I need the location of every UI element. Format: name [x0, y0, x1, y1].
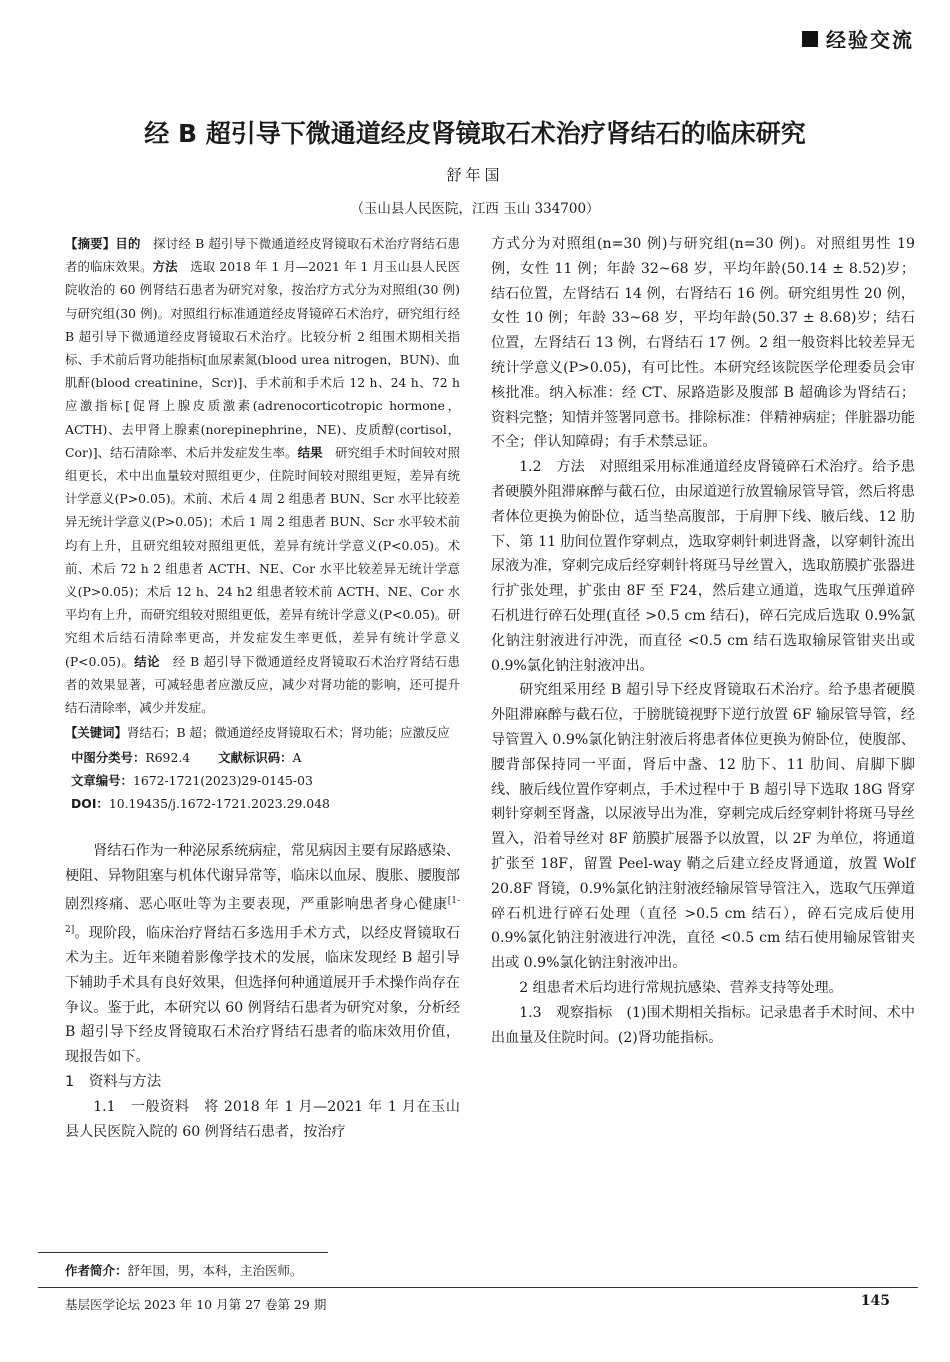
journal-info: 基层医学论坛 2023 年 10 月第 27 卷第 29 期 — [65, 1297, 327, 1312]
doi-label: DOI： — [71, 796, 109, 812]
method-text: 选取 2018 年 1 月—2021 年 1 月玉山县人民医院收治的 60 例肾结石患者为研究对象，按治疗方式分为对照组(30 例)与研究组(30 例)。对照组行标准通道经皮肾镜碎石术治疗，研究组行经 B 超引导下微通道经皮肾镜取石术治疗。比较分析 2 组围术期相关指标、手术前后肾功能指标[血尿素氮(blood urea nitrogen，BUN)、血肌酐(blood creatinine，Scr)]、手术前和手术后 12 h、24 h、72 h 应激指标[促肾上腺皮质激素(adrenocorticotropic hormone，ACTH)、去甲肾上腺素(norepinephrine，NE)、皮质醇(cortisol，Cor)]、结石清除率、术后并发症发生率。 — [65, 259, 461, 460]
intro-text-b: 。现阶段，临床治疗肾结石多选用手术方式，以经皮肾镜取石术为主。近年来随着影像学技术的发展，临床发现经 B 超引导下辅助手术具有良好效果，但选择何种通道展开手术操作尚存在争议。鉴于此，本研究以 60 例肾结石患者为研究对象，分析经 B 超引导下经皮肾镜取石术治疗肾结石患者的临床效用价值，现报告如下。 — [65, 925, 460, 1066]
intro-body — [65, 839, 460, 1144]
doccode-value: A — [292, 750, 302, 766]
clc-value: R692.4 — [145, 750, 191, 766]
keywords — [65, 721, 460, 744]
footnote — [65, 1261, 303, 1279]
paragraph: 2 组患者术后均进行常规抗感染、营养支持等处理。 — [519, 979, 843, 996]
left-column — [65, 232, 460, 1144]
citation-ref: [1-2] — [65, 896, 460, 935]
abstract — [65, 232, 460, 719]
section-tag — [802, 24, 914, 53]
article-title: 经 B 超引导下微通道经皮肾镜取石术治疗肾结石的临床研究 — [144, 119, 806, 148]
article-meta — [65, 746, 460, 815]
section-label: 经验交流 — [826, 28, 914, 52]
article-number-label: 文章编号： — [71, 773, 133, 789]
keywords-label: 【关键词】 — [65, 725, 127, 741]
doccode-label: 文献标识码： — [218, 750, 293, 766]
keywords-text: 肾结石；B 超；微通道经皮肾镜取石术；肾功能；应激反应 — [126, 725, 450, 741]
right-column — [491, 232, 915, 1050]
section-square-icon — [802, 31, 818, 47]
doi-value: 10.19435/j.1672-1721.2023.29.048 — [108, 796, 330, 812]
article-number-value: 1672-1721(2023)29-0145-03 — [132, 773, 313, 789]
aim-label: 目的 — [115, 236, 141, 251]
section-heading: 1 资料与方法 — [65, 1074, 162, 1091]
intro-paragraph — [65, 839, 460, 1070]
result-label: 结果 — [297, 444, 323, 460]
footer-rule — [38, 1287, 918, 1288]
result-text: 研究组手术时间较对照组更长，术中出血量较对照组更少，住院时间较对照组更短，差异有统计学意义(P>0.05)。术前、术后 4 周 2 组患者 BUN、Scr 水平比较差异无统计学意义(P>0.05)；术后 1 周 2 组患者 BUN、Scr 水平较术前均有上升，且研究组较对照组更低，差异有统计学意义(P<0.05)。术前、术后 72 h 2 组患者 ACTH、NE、Cor 水平比较差异无统计学意义(P>0.05)；术后 12 h、24 h2 组患者较术前 ACTH、NE、Cor 水平均有上升，而研究组较对照组更低，差异有统计学意义(P<0.05)。研究组术后结石清除率更高，并发症发生率更低，差异有统计学意义(P<0.05)。 — [65, 444, 461, 669]
page-number: 145 — [860, 1293, 890, 1309]
author: 舒年国 — [446, 166, 504, 184]
intro-text-a: 肾结石作为一种泌尿系统病症，常见病因主要有尿路感染、梗阻、异物阻塞与机体代谢异常等，临床以血尿、腹胀、腰腹部剧烈疼痛、恶心呕吐等为主要表现，严重影响患者身心健康 — [65, 843, 460, 913]
general-data-paragraph: 1.1 一般资料 将 2018 年 1 月—2021 年 1 月在玉山县人民医院入院的 60 例肾结石患者，按治疗 — [65, 1098, 460, 1140]
conclusion-label: 结论 — [134, 653, 160, 669]
abstract-label: 【摘要】 — [65, 236, 116, 251]
footnote-rule — [38, 1252, 328, 1253]
paragraph: 方式分为对照组(n=30 例)与研究组(n=30 例)。对照组男性 19 例，女性 11 例；年龄 32~68 岁，平均年龄(50.14 ± 8.52)岁；结石位置，左肾结石 14 例，右肾结石 16 例。研究组男性 20 例，女性 10 例；年龄 33~68 岁，平均年龄(50.37 ± 8.68)岁；结石位置，左肾结石 13 例，右肾结石 17 例。2 组一般资料比较差异无统计学意义(P>0.05)，有可比性。本研究经该院医学伦理委员会审核批准。纳入标准：经 CT、尿路造影及腹部 B 超确诊为肾结石；资料完整；知情并签署同意书。排除标准：伴精神病症；伴脏器功能不全；伴认知障碍；有手术禁忌证。 — [491, 236, 915, 451]
right-body — [491, 232, 915, 1050]
paragraph: 研究组采用经 B 超引导下经皮肾镜取石术治疗。给予患者硬膜外阻滞麻醉与截石位，于膀胱镜视野下逆行放置 6F 输尿管导管，经导管置入 0.9%氯化钠注射液后将患者体位更换为俯卧位，使腹部、腰背部保持同一平面，肾后中盏、12 肋下、11 肋间、肩脚下脚线、腋后线位置作穿刺点，手术过程中于 B 超引导下选取 18G 肾穿刺针穿刺至肾盏，以尿液导出为准，穿刺完成后经穿刺针将斑马导丝置入，沿着导丝对 8F 筋膜扩展器予以放置，以 2F 为单位，将通道扩张至 18F，留置 Peel-way 鞘之后建立经皮肾通道，放置 Wolf 20.8F 肾镜，0.9%氯化钠注射液经输尿管导管注入，选取气压弹道碎石机进行碎石处理（直径 >0.5 cm 结石），碎石完成后使用 0.9%氯化钠注射液进行冲洗，直径 <0.5 cm 结石使用输尿管钳夹出或 0.9%氯化钠注射液冲出。 — [491, 682, 915, 972]
footnote-label: 作者简介： — [65, 1263, 128, 1278]
affiliation: （玉山县人民医院，江西 玉山 334700） — [350, 201, 600, 217]
conclusion-text: 经 B 超引导下微通道经皮肾镜取石术治疗肾结石患者的效果显著，可减轻患者应激反应，减少对肾功能的影响，还可提升结石清除率，减少并发症。 — [65, 653, 461, 716]
footnote-text: 舒年国，男，本科，主治医师。 — [127, 1263, 303, 1278]
paragraph: 1.2 方法 对照组采用标准通道经皮肾镜碎石术治疗。给予患者硬膜外阻滞麻醉与截石位，由尿道逆行放置输尿管导管，然后将患者体位更换为俯卧位，适当垫高腹部，于肩胛下线、腋后线、12 肋下、第 11 肋间位置作穿刺点，选取穿刺针刺进肾盏，以穿刺针流出尿液为准，穿刺完成后经穿刺针将斑马导丝置入，选取筋膜扩张器进行扩张处理，扩张由 8F 至 F24，然后建立通道，选取气压弹道碎石机进行碎石处理(直径 >0.5 cm 结石)，碎石完成后选取 0.9%氯化钠注射液进行冲洗，而直径 <0.5 cm 结石选取输尿管钳夹出或 0.9%氯化钠注射液冲出。 — [491, 459, 915, 674]
aim-text: 探讨经 B 超引导下微通道经皮肾镜取石术治疗肾结石患者的临床效果。 — [65, 236, 460, 275]
paragraph: 1.3 观察指标 (1)围术期相关指标。记录患者手术时间、术中出血量及住院时间。(2)肾功能指标。 — [491, 1004, 915, 1046]
method-label: 方法 — [152, 259, 178, 275]
clc-label: 中图分类号： — [71, 750, 146, 766]
